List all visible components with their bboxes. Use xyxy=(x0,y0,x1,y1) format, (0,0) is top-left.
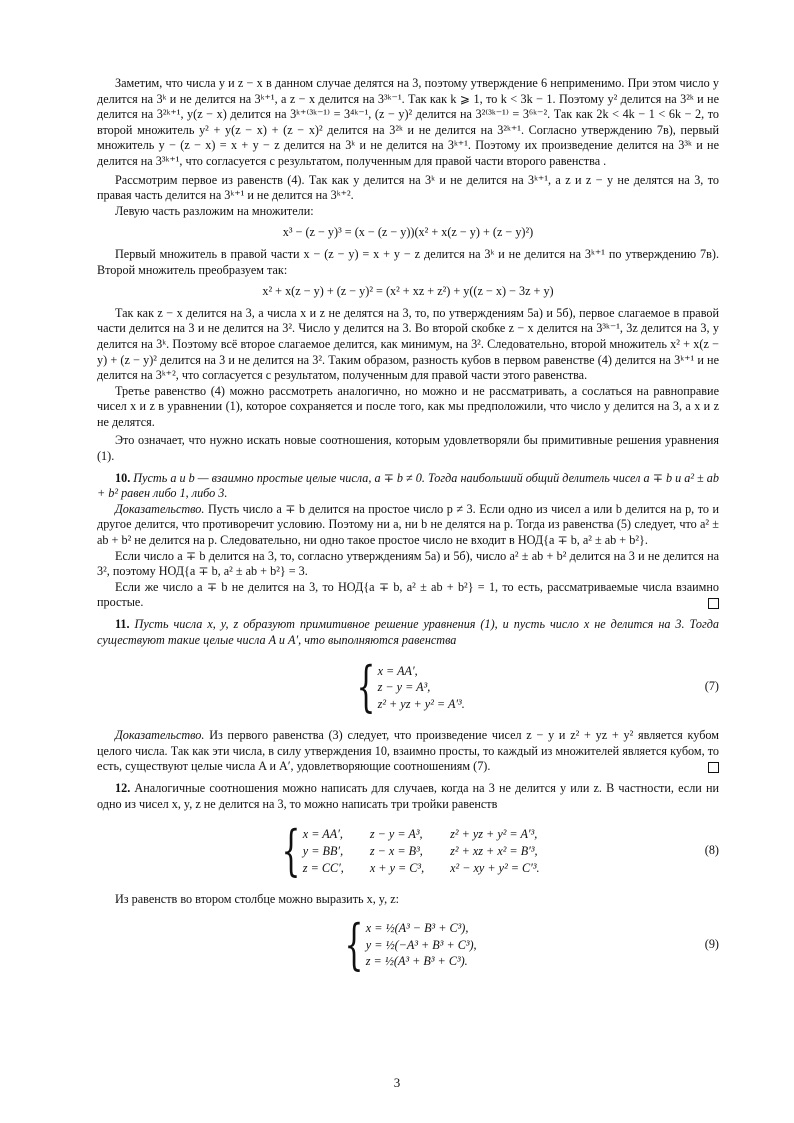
system-row: z − y = A³, xyxy=(377,680,431,695)
brace-icon: { xyxy=(356,655,376,719)
equation-8 xyxy=(97,819,719,883)
paragraph: Третье равенство (4) можно рассмотреть аналогично, но можно и не рассматривать, а сослаться на равноправие чисел x и z в уравнении (1), которое сохраняется и после того, как мы предположили, что число y делится на 3, а x и z не делятся. xyxy=(97,383,719,429)
equation-number: (9) xyxy=(704,936,719,951)
brace-icon: { xyxy=(281,819,301,883)
statement-text: Пусть a и b — взаимно простые целые числа, a ∓ b ≠ 0. Тогда наибольший общий делитель чисел a ∓ b и a² ± ab + b² равен либо 1, либо 3. xyxy=(97,470,719,501)
system-cell: x + y = C³, xyxy=(369,860,425,875)
qed-square-icon xyxy=(708,598,719,609)
system-cell: z² + xz + x² = B′³, xyxy=(450,844,538,859)
system-table xyxy=(378,662,475,712)
equation-system xyxy=(97,819,719,883)
paragraph: Первый множитель в правой части x − (z − y) = x + y − z делится на 3ᵏ и не делится на 3ᵏ⁺¹ по утверждению 7в). Второй множитель преобразуем так: xyxy=(97,246,719,277)
equation: x³ − (z − y)³ = (x − (z − y))(x² + x(z − y) + (z − y)²) xyxy=(282,225,534,240)
equation-7 xyxy=(97,655,719,719)
system-row: z = ½(A³ + B³ + C³). xyxy=(365,954,468,969)
statement-number: 12. xyxy=(115,780,131,795)
statement-10 xyxy=(97,471,719,502)
system-row: x = ½(A³ − B³ + C³), xyxy=(365,921,469,936)
proof xyxy=(97,502,719,549)
equation-number: (8) xyxy=(704,843,719,858)
qed-square-icon xyxy=(708,762,719,773)
paragraph: Это означает, что нужно искать новые соотношения, которым удовлетворяли бы примитивные решения уравнения (1). xyxy=(97,433,719,464)
system-cell: z − y = A³, xyxy=(369,827,423,842)
proof-label: Доказательство. xyxy=(115,728,205,743)
system-cell: z − x = B³, xyxy=(369,844,423,859)
page-body xyxy=(97,76,720,976)
proof-paragraph: Если число a ∓ b делится на 3, то, согласно утверждениям 5а) и 5б), число a² ± ab + b² делится на 3 и не делится на 3², поэтому НОД{a ∓ b, a² ± ab + b²} = 3. xyxy=(97,548,719,579)
system-cell: x² − xy + y² = C′³. xyxy=(450,860,540,875)
system-row: z² + yz + y² = A′³. xyxy=(377,696,465,711)
statement-number: 11. xyxy=(115,617,130,631)
proof-text: Из первого равенства (3) следует, что произведение чисел z − y и z² + yz + y² является кубом целого числа. Так как эти числа, в силу утверждения 10, взаимно просты, то каждый из множителей является кубом, то есть, существуют целые числа A и A′, удовлетворяющие соотношениям (7). xyxy=(97,728,719,774)
system-row: x = AA′, xyxy=(377,663,418,678)
proof-text: Пусть число a ∓ b делится на простое число p ≠ 3. Если одно из чисел a или b делится на p, то и другое делится, что противоречит условию. Поэтому ни a, ни b не делятся на p. Тогда из равенства (5) следует, что a² ± ab + b² не делится на p. Следовательно, ни одно такое простое число не входит в НОД{a ∓ b, a² ± ab + b²}. xyxy=(97,501,720,548)
paragraph: Заметим, что числа y и z − x в данном случае делятся на 3, поэтому утверждение 6 неприменимо. При этом число y делится на 3ᵏ и не делится на 3ᵏ⁺¹, а z − x делится на 3³ᵏ⁻¹. Так как k ⩾ 1, то k < 3k − 1. Поэтому y² делится на 3²ᵏ и не делится на 3²ᵏ⁺¹, y(z − x) делится на 3ᵏ⁺⁽³ᵏ⁻¹⁾ = 3⁴ᵏ⁻¹, (z − y)² делится на 3²⁽³ᵏ⁻¹⁾ = 3⁶ᵏ⁻². Так как 2k < 4k − 1 < 6k − 2, то второй множитель y² + y(z − x) + (z − x)² делится на 3²ᵏ и не делится на 3²ᵏ⁺¹. Согласно утверждению 7в), первый множитель y − (z − x) = x + y − z делится на 3ᵏ и не делится на 3ᵏ⁺¹. Поэтому их произведение делится на 3³ᵏ и не делится на 3³ᵏ⁺¹, что согласуется с результатом, полученным для правой части второго равенства . xyxy=(97,76,719,168)
equation-system xyxy=(97,912,719,976)
statement-text: Пусть числа x, y, z образуют примитивное решение уравнения (1), и пусть число x не делится на 3. Тогда существуют такие целые числа A и A′, что выполняются равенства xyxy=(97,617,719,647)
page-number: 3 xyxy=(393,1075,401,1090)
system-table xyxy=(303,826,550,876)
proof-text: Если же число a ∓ b не делится на 3, то НОД{a ∓ b, a² ± ab + b²} = 1, то есть, рассматриваемые числа взаимно простые. xyxy=(97,579,719,610)
proof-label: Доказательство. xyxy=(115,501,205,516)
system-cell: y = BB′, xyxy=(302,844,344,859)
paragraph: Из равенств во втором столбце можно выразить x, y, z: xyxy=(115,892,399,907)
system-table xyxy=(366,920,487,970)
equation-number: (7) xyxy=(704,679,719,694)
proof-paragraph xyxy=(97,580,719,611)
paragraph: Так как z − x делится на 3, а числа x и z не делятся на 3, то, по утверждениям 5а) и 5б), первое слагаемое в правой части делится на 3 и не делится на 3². Число y делится на 3. Во второй скобке z − x делится на 3³ᵏ⁻¹, 3z делится на 3, y делится на 3ᵏ. Поэтому всё второе слагаемое делится, как минимум, на 3². Следовательно, второй множитель x² + x(z − y) + (z − y)² делится на 3 и не делится на 3². Таким образом, разность кубов в первом равенстве (4) делится на 3ᵏ⁺¹ и не делится на 3ᵏ⁺², что согласуется с результатом, полученным для правой части этого равенства. xyxy=(97,305,719,383)
statement-number: 10. xyxy=(115,470,131,485)
brace-icon: { xyxy=(344,912,364,976)
statement-12 xyxy=(97,781,719,812)
proof xyxy=(97,728,719,775)
paragraph: Рассмотрим первое из равенств (4). Так как y делится на 3ᵏ и не делится на 3ᵏ⁺¹, а z и z − y не делятся на 3, то правая часть делится на 3ᵏ⁺¹ и не делится на 3ᵏ⁺². xyxy=(97,172,719,203)
system-row: y = ½(−A³ + B³ + C³), xyxy=(365,937,477,952)
equation-system xyxy=(97,655,719,719)
paragraph: Левую часть разложим на множители: xyxy=(115,203,314,218)
system-cell: z² + yz + y² = A′³, xyxy=(450,827,538,842)
system-cell: x = AA′, xyxy=(302,827,343,842)
statement-text: Аналогичные соотношения можно написать для случаев, когда на 3 не делится y или z. В частности, если ни одно из чисел x, y, z не делится на 3, то можно написать три тройки равенств xyxy=(97,780,720,811)
equation-9 xyxy=(97,912,719,976)
system-cell: z = CC′, xyxy=(302,860,344,875)
statement-11 xyxy=(97,617,719,648)
equation: x² + x(z − y) + (z − y)² = (x² + xz + z²) + y((z − x) − 3z + y) xyxy=(262,284,554,299)
